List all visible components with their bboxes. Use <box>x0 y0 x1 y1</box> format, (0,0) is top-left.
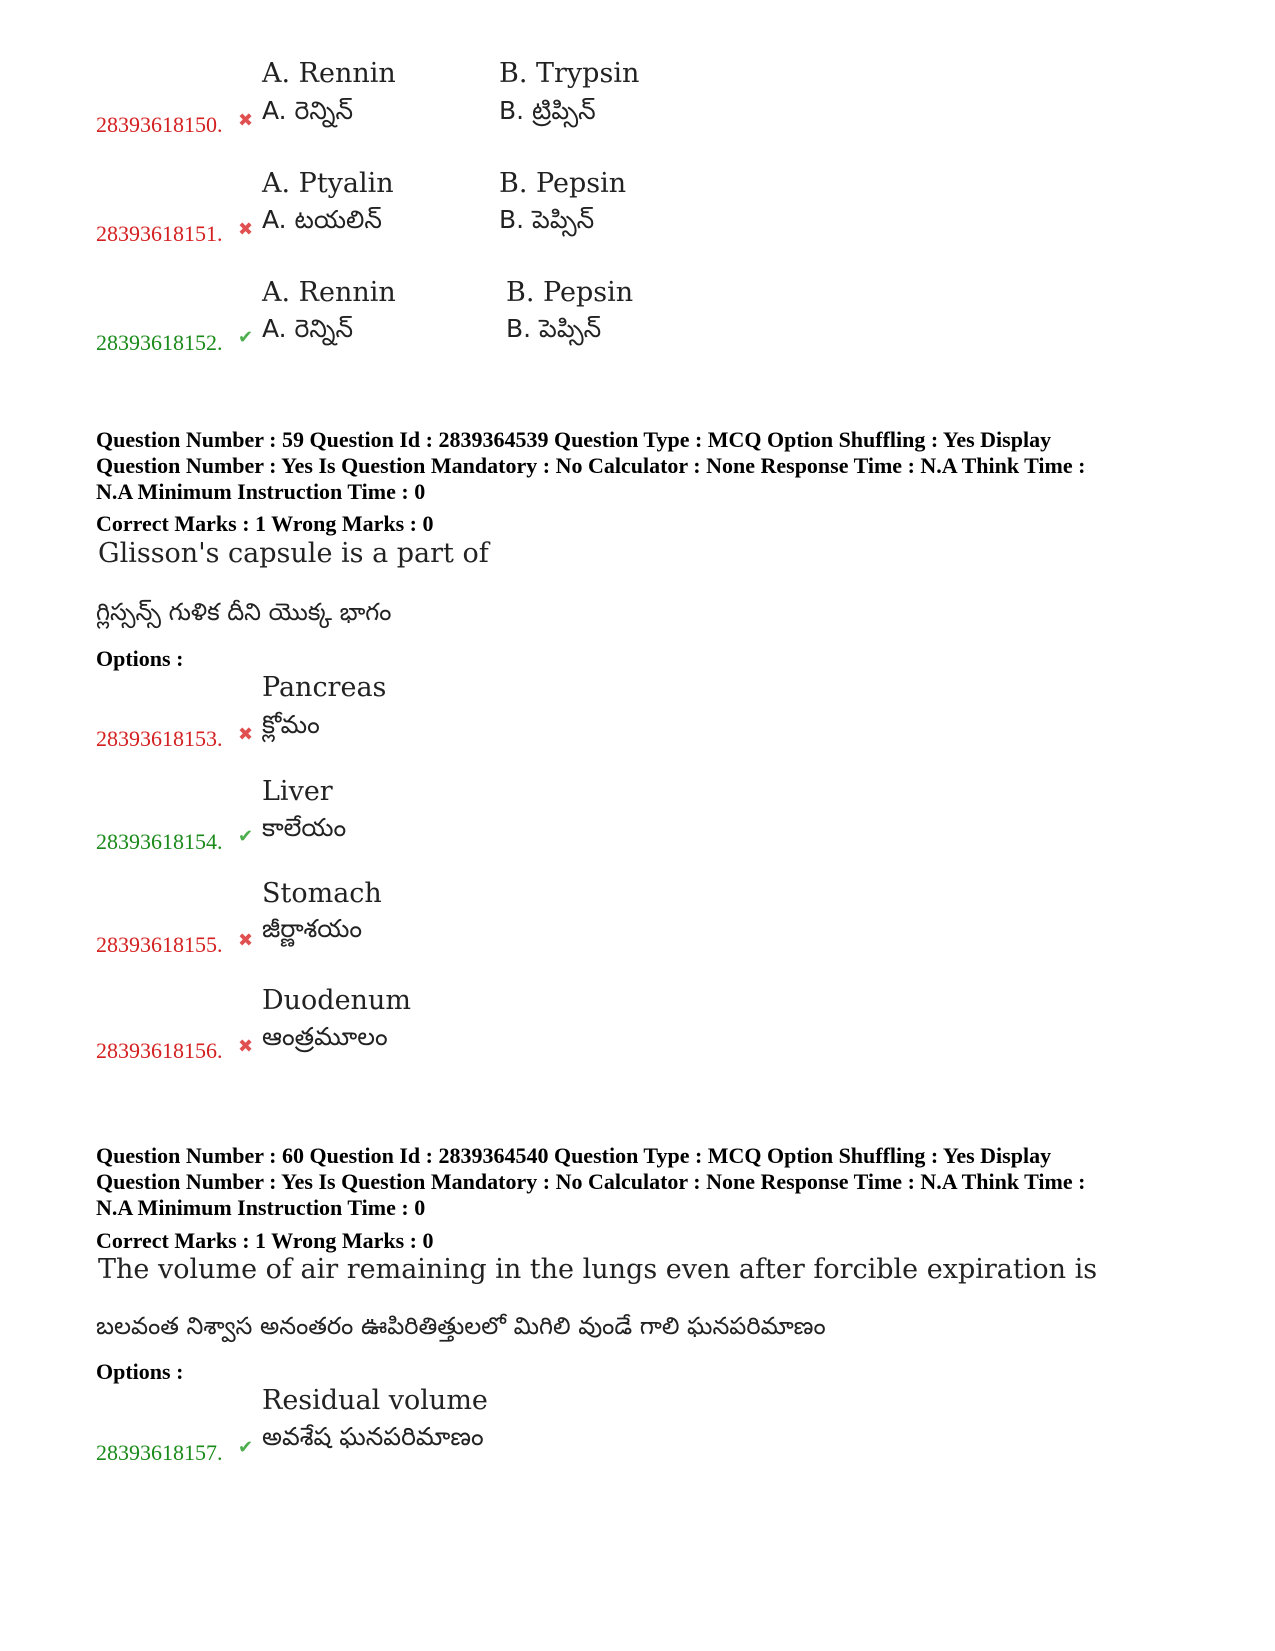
option-b-english: B. Pepsin <box>499 168 627 199</box>
option-telugu: అవశేష ఘనపరిమాణం <box>262 1422 484 1451</box>
option-b-telugu: B. పెప్సిన్ <box>499 205 595 234</box>
option-telugu: కాలేయం <box>262 813 347 842</box>
option-a-english: A. Rennin <box>262 58 396 89</box>
cross-icon: ✖ <box>238 930 254 951</box>
question-meta <box>96 1143 1176 1221</box>
cross-icon: ✖ <box>238 110 254 131</box>
option-a-telugu: A. టయలిన్ <box>262 205 382 234</box>
question-text-english: The volume of air remaining in the lungs even after forcible expiration is <box>98 1254 1098 1285</box>
option-b-english: B. Trypsin <box>499 58 640 89</box>
question-text-english: Glisson's capsule is a part of <box>98 538 489 569</box>
option-english: Residual volume <box>262 1385 488 1416</box>
meta-line: Question Number : Yes Is Question Mandatory : No Calculator : None Response Time : N.A Think Time : <box>96 453 1086 478</box>
check-icon: ✔ <box>238 1437 254 1458</box>
option-b-telugu: B. ట్రిప్సిన్ <box>499 96 596 125</box>
cross-icon: ✖ <box>238 724 254 745</box>
question-marks: Correct Marks : 1 Wrong Marks : 0 <box>96 1228 434 1253</box>
question-text-telugu: బలవంత నిశ్వాస అనంతరం ఊపిరితిత్తులలో మిగిలి వుండే గాలి ఘనపరిమాణం <box>96 1312 826 1340</box>
option-b-telugu: B. పెప్సిన్ <box>506 314 602 343</box>
cross-icon: ✖ <box>238 219 254 240</box>
option-id: 28393618153. <box>96 726 223 751</box>
cross-icon: ✖ <box>238 1036 254 1057</box>
meta-line: N.A Minimum Instruction Time : 0 <box>96 479 426 504</box>
option-english: Liver <box>262 776 333 807</box>
options-label: Options : <box>96 1359 184 1384</box>
question-meta <box>96 427 1176 505</box>
option-a-english: A. Rennin <box>262 277 396 308</box>
option-telugu: జీర్ణాశయం <box>262 914 363 943</box>
meta-line: N.A Minimum Instruction Time : 0 <box>96 1195 426 1220</box>
option-id: 28393618154. <box>96 829 223 854</box>
option-a-english: A. Ptyalin <box>262 168 394 199</box>
options-label: Options : <box>96 646 184 671</box>
option-id: 28393618157. <box>96 1440 223 1465</box>
option-id: 28393618150. <box>96 112 223 137</box>
check-icon: ✔ <box>238 826 254 847</box>
check-icon: ✔ <box>238 327 254 348</box>
option-id: 28393618152. <box>96 330 223 355</box>
option-english: Stomach <box>262 878 382 909</box>
option-a-telugu: A. రెన్నిన్ <box>262 314 354 343</box>
meta-line: Question Number : 60 Question Id : 2839364540 Question Type : MCQ Option Shuffling : Yes Display <box>96 1143 1052 1168</box>
meta-line: Question Number : Yes Is Question Mandatory : No Calculator : None Response Time : N.A Think Time : <box>96 1169 1086 1194</box>
option-id: 28393618155. <box>96 932 223 957</box>
meta-line: Question Number : 59 Question Id : 2839364539 Question Type : MCQ Option Shuffling : Yes Display <box>96 427 1052 452</box>
question-marks: Correct Marks : 1 Wrong Marks : 0 <box>96 511 434 536</box>
option-telugu: ఆంత్రమూలం <box>262 1022 388 1051</box>
question-text-telugu: గ్లిస్సన్స్ గుళిక దీని యొక్క భాగం <box>96 598 392 626</box>
option-english: Duodenum <box>262 985 411 1016</box>
option-english: Pancreas <box>262 672 387 703</box>
option-a-telugu: A. రెన్నిన్ <box>262 96 354 125</box>
option-id: 28393618151. <box>96 221 223 246</box>
option-id: 28393618156. <box>96 1038 223 1063</box>
option-b-english: B. Pepsin <box>506 277 634 308</box>
option-telugu: క్లోమం <box>262 710 320 739</box>
